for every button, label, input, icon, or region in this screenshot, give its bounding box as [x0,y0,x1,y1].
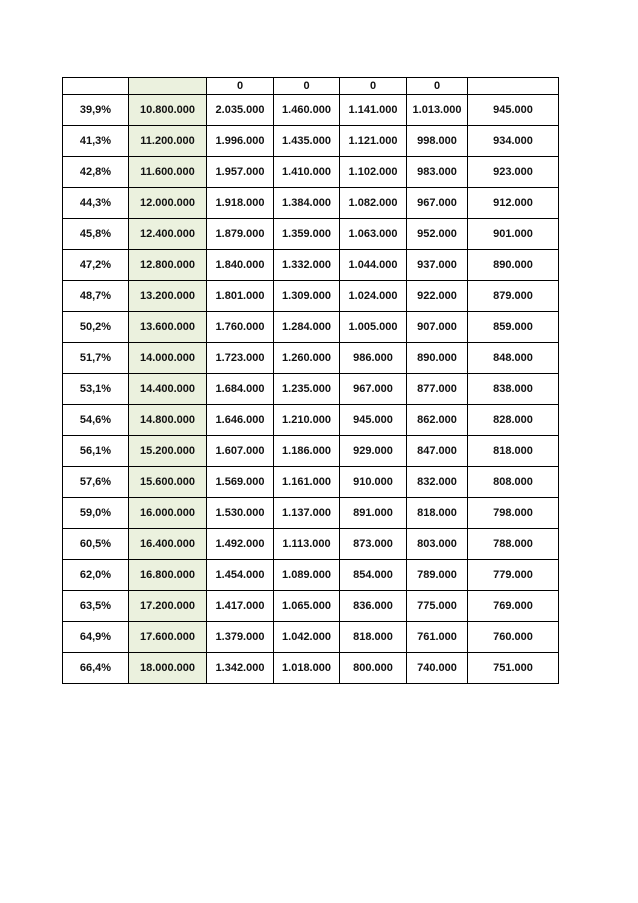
value-1-cell: 1.723.000 [207,343,274,374]
amount-cell: 17.200.000 [129,591,207,622]
percentage-cell: 44,3% [63,188,129,219]
value-3-cell: 986.000 [340,343,407,374]
table-row [63,281,559,312]
top-cell-7 [468,78,559,95]
value-4-cell: 998.000 [407,126,468,157]
table-row [63,157,559,188]
value-1-cell: 1.646.000 [207,405,274,436]
value-4-cell: 890.000 [407,343,468,374]
value-2-cell: 1.359.000 [274,219,340,250]
value-2-cell: 1.384.000 [274,188,340,219]
amount-cell: 11.600.000 [129,157,207,188]
value-1-cell: 1.530.000 [207,498,274,529]
result-cell: 879.000 [468,281,559,312]
value-1-cell: 1.801.000 [207,281,274,312]
result-cell: 779.000 [468,560,559,591]
top-cell-5: 0 [340,78,407,95]
table-row [63,374,559,405]
percentage-cell: 60,5% [63,529,129,560]
table-row [63,622,559,653]
table-row [63,312,559,343]
value-3-cell: 1.082.000 [340,188,407,219]
percentage-cell: 54,6% [63,405,129,436]
value-4-cell: 952.000 [407,219,468,250]
result-cell: 838.000 [468,374,559,405]
table-row [63,126,559,157]
value-4-cell: 761.000 [407,622,468,653]
amount-cell: 16.400.000 [129,529,207,560]
value-2-cell: 1.042.000 [274,622,340,653]
result-cell: 818.000 [468,436,559,467]
value-4-cell: 740.000 [407,653,468,684]
value-1-cell: 1.840.000 [207,250,274,281]
percentage-cell: 57,6% [63,467,129,498]
value-1-cell: 1.760.000 [207,312,274,343]
amount-cell: 15.200.000 [129,436,207,467]
amount-cell: 17.600.000 [129,622,207,653]
amount-cell: 12.000.000 [129,188,207,219]
result-cell: 890.000 [468,250,559,281]
table-row [63,95,559,126]
value-1-cell: 1.918.000 [207,188,274,219]
value-1-cell: 1.957.000 [207,157,274,188]
table-row [63,219,559,250]
table-row-top [63,78,559,95]
value-3-cell: 1.063.000 [340,219,407,250]
amount-cell: 12.800.000 [129,250,207,281]
result-cell: 912.000 [468,188,559,219]
top-cell-3: 0 [207,78,274,95]
value-1-cell: 2.035.000 [207,95,274,126]
percentage-cell: 41,3% [63,126,129,157]
value-1-cell: 1.684.000 [207,374,274,405]
table-row [63,560,559,591]
value-1-cell: 1.454.000 [207,560,274,591]
value-2-cell: 1.018.000 [274,653,340,684]
value-4-cell: 983.000 [407,157,468,188]
table-row [63,188,559,219]
value-2-cell: 1.460.000 [274,95,340,126]
value-2-cell: 1.410.000 [274,157,340,188]
value-3-cell: 836.000 [340,591,407,622]
value-2-cell: 1.089.000 [274,560,340,591]
amount-cell: 16.000.000 [129,498,207,529]
table-row [63,467,559,498]
value-2-cell: 1.137.000 [274,498,340,529]
amount-cell: 13.200.000 [129,281,207,312]
result-cell: 901.000 [468,219,559,250]
value-3-cell: 818.000 [340,622,407,653]
value-4-cell: 1.013.000 [407,95,468,126]
value-3-cell: 1.102.000 [340,157,407,188]
table-body [63,78,559,684]
value-4-cell: 789.000 [407,560,468,591]
amount-cell: 14.400.000 [129,374,207,405]
value-2-cell: 1.113.000 [274,529,340,560]
value-2-cell: 1.309.000 [274,281,340,312]
amount-cell: 15.600.000 [129,467,207,498]
value-3-cell: 1.044.000 [340,250,407,281]
result-cell: 934.000 [468,126,559,157]
value-4-cell: 803.000 [407,529,468,560]
percentage-cell: 42,8% [63,157,129,188]
value-4-cell: 967.000 [407,188,468,219]
value-1-cell: 1.492.000 [207,529,274,560]
value-4-cell: 775.000 [407,591,468,622]
percentage-cell: 48,7% [63,281,129,312]
value-2-cell: 1.435.000 [274,126,340,157]
percentage-cell: 47,2% [63,250,129,281]
value-2-cell: 1.260.000 [274,343,340,374]
table-row [63,250,559,281]
value-3-cell: 1.141.000 [340,95,407,126]
table-row [63,436,559,467]
value-2-cell: 1.332.000 [274,250,340,281]
amount-cell: 13.600.000 [129,312,207,343]
value-4-cell: 847.000 [407,436,468,467]
value-2-cell: 1.186.000 [274,436,340,467]
percentage-cell: 62,0% [63,560,129,591]
value-3-cell: 929.000 [340,436,407,467]
value-3-cell: 967.000 [340,374,407,405]
percentage-cell: 53,1% [63,374,129,405]
table-row [63,498,559,529]
result-cell: 945.000 [468,95,559,126]
result-cell: 828.000 [468,405,559,436]
percentage-cell: 64,9% [63,622,129,653]
percentage-cell: 39,9% [63,95,129,126]
value-4-cell: 818.000 [407,498,468,529]
value-4-cell: 877.000 [407,374,468,405]
value-3-cell: 1.121.000 [340,126,407,157]
percentage-cell: 56,1% [63,436,129,467]
value-2-cell: 1.284.000 [274,312,340,343]
value-2-cell: 1.235.000 [274,374,340,405]
result-cell: 751.000 [468,653,559,684]
table-row [63,343,559,374]
result-cell: 808.000 [468,467,559,498]
amount-cell: 10.800.000 [129,95,207,126]
value-3-cell: 891.000 [340,498,407,529]
value-4-cell: 922.000 [407,281,468,312]
amount-cell: 18.000.000 [129,653,207,684]
value-2-cell: 1.210.000 [274,405,340,436]
top-cell-2 [129,78,207,95]
value-1-cell: 1.879.000 [207,219,274,250]
percentage-cell: 45,8% [63,219,129,250]
value-1-cell: 1.417.000 [207,591,274,622]
value-1-cell: 1.342.000 [207,653,274,684]
result-cell: 923.000 [468,157,559,188]
result-cell: 848.000 [468,343,559,374]
amount-cell: 16.800.000 [129,560,207,591]
value-1-cell: 1.379.000 [207,622,274,653]
value-4-cell: 832.000 [407,467,468,498]
value-3-cell: 800.000 [340,653,407,684]
percentage-cell: 63,5% [63,591,129,622]
table-row [63,529,559,560]
percentage-cell: 50,2% [63,312,129,343]
top-cell-4: 0 [274,78,340,95]
result-cell: 769.000 [468,591,559,622]
table-row [63,653,559,684]
value-3-cell: 1.024.000 [340,281,407,312]
data-table [62,77,559,684]
top-cell-1 [63,78,129,95]
result-cell: 760.000 [468,622,559,653]
value-3-cell: 1.005.000 [340,312,407,343]
amount-cell: 12.400.000 [129,219,207,250]
amount-cell: 14.800.000 [129,405,207,436]
value-4-cell: 907.000 [407,312,468,343]
amount-cell: 11.200.000 [129,126,207,157]
table-row [63,591,559,622]
value-3-cell: 945.000 [340,405,407,436]
value-1-cell: 1.996.000 [207,126,274,157]
result-cell: 798.000 [468,498,559,529]
result-cell: 859.000 [468,312,559,343]
percentage-cell: 51,7% [63,343,129,374]
value-3-cell: 854.000 [340,560,407,591]
amount-cell: 14.000.000 [129,343,207,374]
value-4-cell: 937.000 [407,250,468,281]
value-4-cell: 862.000 [407,405,468,436]
value-3-cell: 873.000 [340,529,407,560]
value-3-cell: 910.000 [340,467,407,498]
percentage-cell: 66,4% [63,653,129,684]
table-row [63,405,559,436]
value-2-cell: 1.161.000 [274,467,340,498]
top-cell-6: 0 [407,78,468,95]
value-1-cell: 1.569.000 [207,467,274,498]
percentage-cell: 59,0% [63,498,129,529]
result-cell: 788.000 [468,529,559,560]
value-1-cell: 1.607.000 [207,436,274,467]
value-2-cell: 1.065.000 [274,591,340,622]
